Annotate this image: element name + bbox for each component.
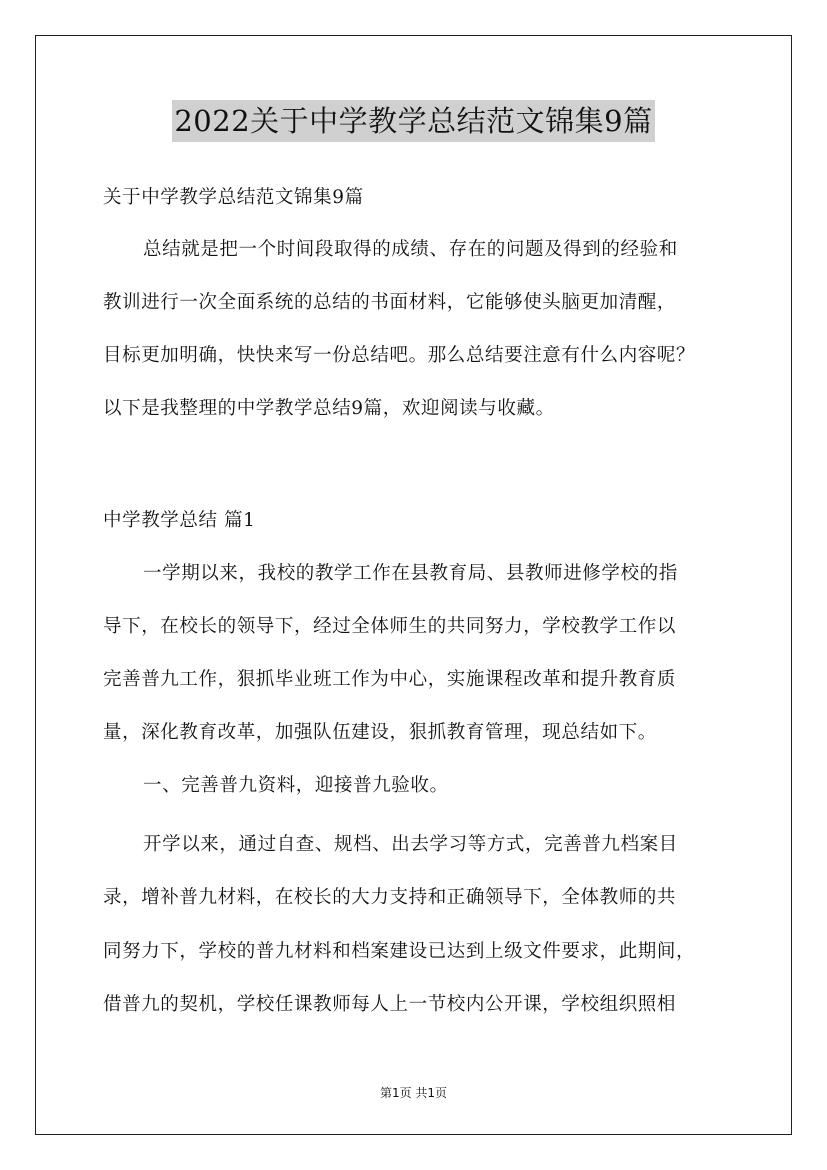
paragraph-line: 量，深化教育改革，加强队伍建设，狠抓教育管理，现总结如下。 (103, 722, 657, 743)
paragraph-line: 完善普九工作，狠抓毕业班工作为中心，实施课程改革和提升教育质 (103, 669, 677, 690)
title-container (0, 100, 827, 142)
paragraph-line: 录，增补普九材料，在校长的大力支持和正确领导下，全体教师的共 (103, 887, 677, 908)
paragraph-line: 借普九的契机，学校任课教师每人上一节校内公开课，学校组织照相 (103, 994, 677, 1015)
intro-line: 以下是我整理的中学教学总结9篇，欢迎阅读与收藏。 (103, 398, 555, 419)
document-subtitle: 关于中学教学总结范文锦集9篇 (103, 187, 364, 208)
item-heading: 一、完善普九资料，迎接普九验收。 (143, 775, 449, 796)
paragraph-line: 导下，在校长的领导下，经过全体师生的共同努力，学校教学工作以 (103, 616, 677, 637)
intro-line: 目标更加明确，快快来写一份总结吧。那么总结要注意有什么内容呢？ (103, 345, 696, 366)
paragraph-line: 同努力下，学校的普九材料和档案建设已达到上级文件要求，此期间， (103, 941, 696, 962)
section-heading: 中学教学总结 篇1 (103, 510, 256, 531)
intro-line: 总结就是把一个时间段取得的成绩、存在的问题及得到的经验和 (143, 239, 678, 260)
intro-line: 教训进行一次全面系统的总结的书面材料，它能够使头脑更加清醒， (103, 292, 677, 313)
document-title: 2022关于中学教学总结范文锦集9篇 (172, 100, 654, 142)
paragraph-line: 开学以来，通过自查、规档、出去学习等方式，完善普九档案目 (143, 834, 678, 855)
paragraph-line: 一学期以来，我校的教学工作在县教育局、县教师进修学校的指 (143, 563, 678, 584)
page-footer: 第1页 共1页 (379, 1086, 448, 1100)
